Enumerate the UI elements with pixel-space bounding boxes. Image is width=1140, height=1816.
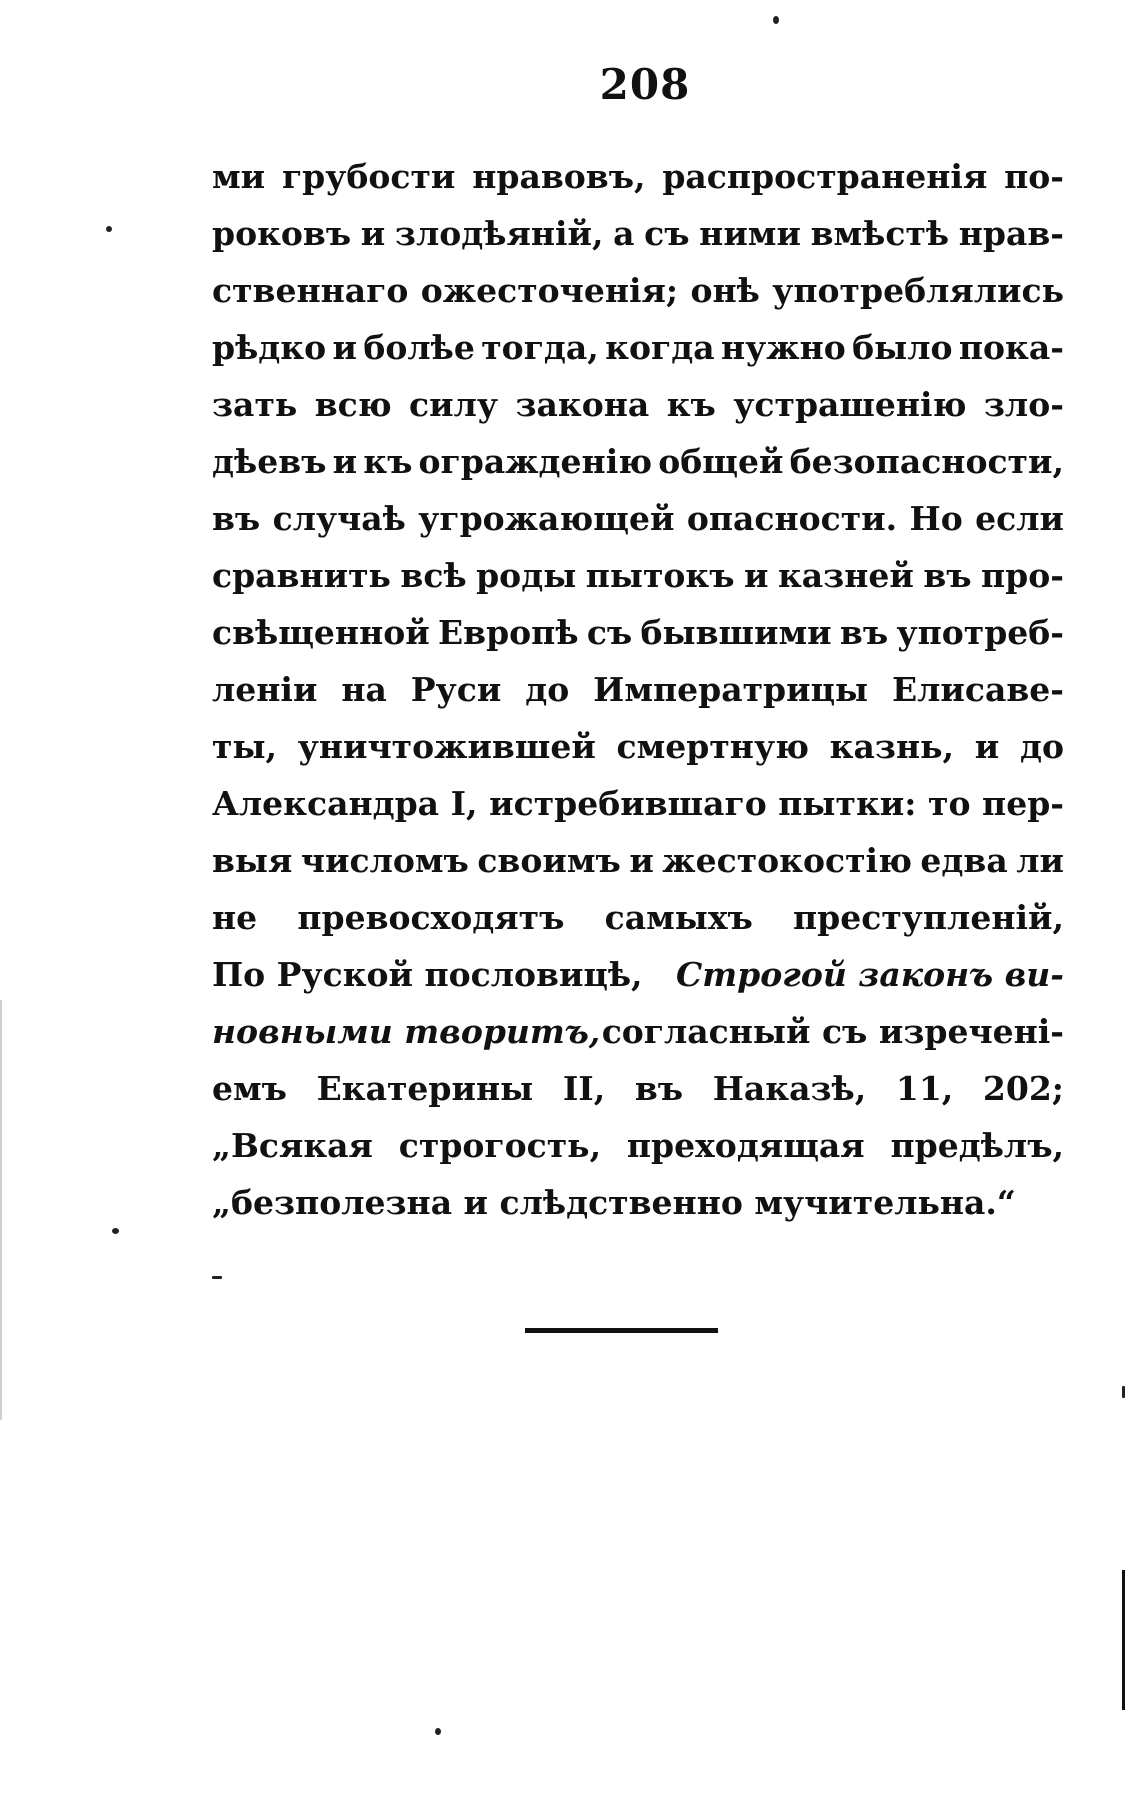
text-line [212, 262, 1064, 319]
print-speck [112, 1228, 119, 1234]
word: устрашенію [733, 385, 967, 424]
word: всю [314, 385, 392, 424]
page-number: 208 [599, 60, 691, 109]
print-speck [773, 16, 779, 24]
print-speck [1122, 1386, 1125, 1398]
word: и [332, 328, 357, 367]
word: то [928, 784, 971, 823]
text-line [212, 205, 1064, 262]
word: и [629, 841, 654, 880]
word: леніи [212, 670, 318, 709]
word: строгость, [398, 1126, 602, 1165]
word: въ [634, 1069, 684, 1108]
word: „Всякая [212, 1126, 373, 1165]
word: 11, [895, 1069, 954, 1108]
word: на [341, 670, 387, 709]
word: и [332, 442, 358, 481]
word: жестокостію [662, 841, 912, 880]
word: своимъ [477, 841, 621, 880]
word: пытки: [778, 784, 917, 823]
word: Наказѣ, [712, 1069, 867, 1108]
word: опасности. [686, 499, 898, 538]
word: зло- [983, 385, 1064, 424]
text-line [212, 1060, 1064, 1117]
proverb-quote-start: Строгой законъ ви- [675, 955, 1064, 994]
word: и [974, 727, 1000, 766]
word: употреблялись [772, 271, 1064, 310]
word: до [1019, 727, 1064, 766]
word: и [744, 556, 769, 595]
word: едва [920, 841, 1008, 880]
word: Александра [212, 784, 440, 823]
word: ними [699, 214, 801, 253]
word: Елисаве- [891, 670, 1064, 709]
word: казнь, [829, 727, 954, 766]
word: къ [363, 442, 413, 481]
word: про- [981, 556, 1064, 595]
word: 202; [982, 1069, 1064, 1108]
page-gutter-shadow [0, 1000, 2, 1420]
word: онѣ [690, 271, 760, 310]
print-speck [106, 226, 112, 232]
text-line [212, 376, 1064, 433]
body-text [212, 148, 1064, 1231]
word: а [613, 214, 635, 253]
proverb-line [212, 946, 1064, 1003]
text-line [212, 775, 1064, 832]
text-line [212, 319, 1064, 376]
word: безопасности, [789, 442, 1064, 481]
word: до [525, 670, 570, 709]
word: казней [777, 556, 914, 595]
text-line [212, 1117, 1064, 1174]
word: нрав- [958, 214, 1064, 253]
word: и [360, 214, 386, 253]
text-line [212, 547, 1064, 604]
word: преступленій, [793, 898, 1064, 937]
word: выя [212, 841, 293, 880]
word: грубости [281, 157, 456, 196]
word: съ [644, 214, 690, 253]
page-edge-mark [1122, 1570, 1125, 1710]
text-line [212, 718, 1064, 775]
word: въ [212, 499, 261, 538]
proverb-line-2 [212, 1003, 1064, 1060]
print-speck [212, 1276, 222, 1279]
word: тогда, [481, 328, 599, 367]
word: ми [212, 157, 266, 196]
word: смертную [616, 727, 809, 766]
word: болѣе [363, 328, 475, 367]
section-end-rule [525, 1328, 718, 1333]
word: ственнаго [212, 271, 409, 310]
word: всѣ [400, 556, 467, 595]
word: угрожающей [418, 499, 675, 538]
text-line [212, 148, 1064, 205]
word: въ [839, 613, 889, 652]
word: когда [605, 328, 715, 367]
word: пер- [982, 784, 1064, 823]
word: преходящая [626, 1126, 865, 1165]
text-line [212, 832, 1064, 889]
word: случаѣ [272, 499, 406, 538]
word: числомъ [300, 841, 469, 880]
word: по- [1004, 157, 1064, 196]
proverb-continuation: согласный съ изреченi- [601, 1012, 1064, 1051]
text-line [212, 661, 1064, 718]
word: Екатерины [316, 1069, 534, 1108]
word: злодѣяній, [394, 214, 604, 253]
word: если [975, 499, 1064, 538]
word: вмѣстѣ [810, 214, 950, 253]
word: сравнить [212, 556, 391, 595]
word: I, [450, 784, 478, 823]
word: съ [586, 613, 633, 652]
word: къ [666, 385, 716, 424]
word: не [212, 898, 258, 937]
word: употреб- [896, 613, 1064, 652]
text-line [212, 490, 1064, 547]
word: въ [923, 556, 972, 595]
word: роды [476, 556, 577, 595]
print-speck [435, 1728, 441, 1735]
word: огражденію [418, 442, 653, 481]
text-line [212, 433, 1064, 490]
word: Но [909, 499, 963, 538]
word: рѣдко [212, 328, 327, 367]
word: зать [212, 385, 298, 424]
text-line [212, 604, 1064, 661]
word: истребившаго [489, 784, 767, 823]
word: емъ [212, 1069, 287, 1108]
word: пока- [958, 328, 1064, 367]
proverb-intro: По Руской пословицѣ, [212, 955, 643, 994]
word: распространенія [662, 157, 988, 196]
word: было [852, 328, 953, 367]
word: ожесточенія; [420, 271, 679, 310]
word: бывшими [640, 613, 832, 652]
word: нравовъ, [472, 157, 646, 196]
word: общей [658, 442, 784, 481]
word: Руси [410, 670, 502, 709]
word: роковъ [212, 214, 352, 253]
word: Европѣ [438, 613, 579, 652]
word: Императрицы [593, 670, 869, 709]
word: силу [409, 385, 499, 424]
word: превосходятъ [297, 898, 565, 937]
word: нужно [720, 328, 846, 367]
word: пытокъ [585, 556, 735, 595]
word: ли [1016, 841, 1064, 880]
word: уничтожившей [297, 727, 596, 766]
word: свѣщенной [212, 613, 430, 652]
word: самыхъ [604, 898, 753, 937]
word: ты, [212, 727, 278, 766]
proverb-quote-end: новными творитъ, [212, 1012, 601, 1051]
text-line-last: „безполезна и слѣдственно мучительна.“ [212, 1183, 1016, 1222]
word: предѣлъ, [890, 1126, 1064, 1165]
text-line [212, 889, 1064, 946]
word: закона [515, 385, 650, 424]
word: дѣевъ [212, 442, 327, 481]
word: II, [562, 1069, 606, 1108]
